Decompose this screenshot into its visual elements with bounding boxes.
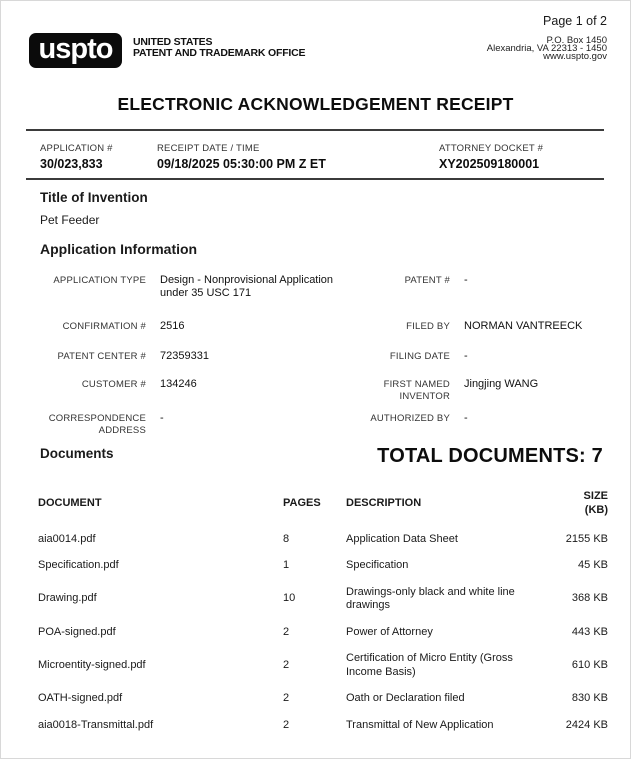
document-pages: 2	[283, 625, 290, 638]
document-size: 2155 KB	[565, 532, 608, 545]
application-information-heading: Application Information	[40, 241, 198, 257]
document-pages: 2	[283, 718, 290, 731]
document-description: Application Data Sheet	[346, 532, 458, 545]
patent-center-number-label: PATENT CENTER #	[57, 350, 146, 362]
document-name: Drawing.pdf	[38, 592, 97, 605]
attorney-docket-value: XY202509180001	[439, 157, 540, 171]
document-pages: 1	[283, 559, 290, 571]
document-size: 443 KB	[571, 625, 608, 638]
correspondence-address-label: CORRESPONDENCE ADDRESS	[48, 413, 146, 436]
return-address	[487, 36, 607, 61]
table-row	[38, 646, 608, 686]
invention-title: Pet Feeder	[40, 213, 100, 227]
filed-by-value: NORMAN VANTREECK	[464, 320, 583, 332]
table-row	[38, 619, 608, 646]
address-website: www.uspto.gov	[543, 51, 607, 63]
filed-by-field	[356, 320, 631, 333]
receipt-datetime-field	[157, 143, 326, 171]
filing-date-label: FILING DATE	[389, 350, 450, 362]
confirmation-number-value: 2516	[160, 320, 185, 332]
documents-table-header	[38, 490, 608, 526]
attorney-docket-label: ATTORNEY DOCKET #	[439, 143, 544, 154]
document-name: OATH-signed.pdf	[38, 692, 123, 704]
document-size: 610 KB	[571, 658, 608, 671]
receipt-datetime-value: 09/18/2025 05:30:00 PM Z ET	[157, 157, 326, 171]
address-city: Alexandria, VA 22313 - 1450	[486, 42, 607, 54]
invention-heading: Title of Invention	[40, 190, 148, 205]
application-information-fields	[40, 274, 607, 436]
table-row	[38, 686, 608, 713]
divider-top	[26, 129, 604, 131]
application-type-value: Design - Nonprovisional Application under 35 USC 171	[160, 274, 334, 299]
patent-center-number-value: 72359331	[160, 349, 209, 362]
org-name-line1: UNITED STATES	[133, 36, 213, 48]
column-header-pages: PAGES	[283, 496, 321, 509]
application-number-field	[40, 143, 113, 171]
correspondence-address-value: -	[160, 412, 164, 424]
page-number: Page 1 of 2	[543, 14, 607, 28]
customer-number-field	[40, 378, 356, 391]
document-pages: 2	[283, 692, 290, 704]
uspto-logo-text: uspto	[38, 32, 113, 65]
document-name: aia0018-Transmittal.pdf	[38, 718, 154, 731]
application-type-label: APPLICATION TYPE	[53, 275, 146, 286]
document-description: Transmittal of New Application	[346, 718, 494, 731]
confirmation-number-field	[40, 320, 356, 333]
document-name: aia0014.pdf	[38, 532, 96, 545]
table-row	[38, 553, 608, 580]
patent-number-field	[356, 274, 631, 287]
document-pages: 2	[283, 658, 290, 671]
application-number-value: 30/023,833	[40, 157, 103, 171]
document-size: 830 KB	[571, 692, 608, 704]
divider-meta	[26, 178, 604, 180]
authorized-by-value: -	[464, 412, 468, 424]
page-title: ELECTRONIC ACKNOWLEDGEMENT RECEIPT	[117, 94, 514, 114]
attorney-docket-field	[439, 143, 543, 171]
field-row	[40, 320, 607, 333]
filing-date-value: -	[464, 349, 468, 362]
address-po-box: P.O. Box 1450	[546, 34, 607, 46]
document-description: Specification	[346, 559, 409, 571]
document-size: 368 KB	[571, 592, 608, 605]
customer-number-label: CUSTOMER #	[81, 379, 146, 390]
patent-center-number-field	[40, 350, 356, 363]
document-pages: 10	[283, 592, 296, 605]
authorized-by-field	[356, 412, 631, 425]
document-name: Specification.pdf	[38, 559, 119, 571]
receipt-datetime-label: RECEIPT DATE / TIME	[157, 143, 260, 154]
column-header-description: DESCRIPTION	[346, 496, 422, 509]
filed-by-label: FILED BY	[406, 321, 450, 332]
documents-heading: Documents	[40, 446, 114, 461]
customer-number-value: 134246	[160, 378, 197, 390]
confirmation-number-label: CONFIRMATION #	[62, 321, 146, 332]
table-row	[38, 579, 608, 619]
application-type-field	[40, 274, 356, 299]
uspto-logo	[29, 33, 122, 68]
total-documents-label: TOTAL DOCUMENTS: 7	[377, 445, 603, 467]
application-number-label: APPLICATION #	[40, 143, 113, 154]
correspondence-address-field	[40, 412, 356, 436]
document-size: 2424 KB	[565, 718, 608, 731]
org-name	[133, 37, 305, 59]
first-named-inventor-label: FIRST NAMED INVENTOR	[383, 379, 450, 402]
patent-number-value: -	[464, 274, 468, 286]
field-row	[40, 412, 607, 436]
authorized-by-label: AUTHORIZED BY	[370, 413, 450, 424]
document-description: Drawings-only black and white line drawings	[346, 585, 515, 611]
table-row	[38, 526, 608, 553]
column-header-size: SIZE (KB)	[583, 490, 608, 516]
document-pages: 8	[283, 532, 290, 545]
document-description: Oath or Declaration filed	[346, 692, 465, 704]
document-size: 45 KB	[578, 559, 608, 571]
filing-date-field	[356, 350, 631, 363]
field-row	[40, 274, 607, 299]
org-name-line2: PATENT AND TRADEMARK OFFICE	[133, 47, 306, 59]
field-row	[40, 350, 607, 363]
document-description: Power of Attorney	[346, 625, 433, 638]
document-name: POA-signed.pdf	[38, 625, 116, 638]
column-header-document: DOCUMENT	[38, 496, 102, 509]
field-row	[40, 378, 607, 402]
document-description: Certification of Micro Entity (Gross Income Basis)	[346, 652, 513, 678]
documents-table	[38, 490, 608, 739]
first-named-inventor-field	[356, 378, 631, 402]
document-name: Microentity-signed.pdf	[38, 658, 146, 671]
patent-number-label: PATENT #	[404, 275, 450, 286]
first-named-inventor-value: Jingjing WANG	[464, 378, 539, 390]
table-row	[38, 712, 608, 739]
